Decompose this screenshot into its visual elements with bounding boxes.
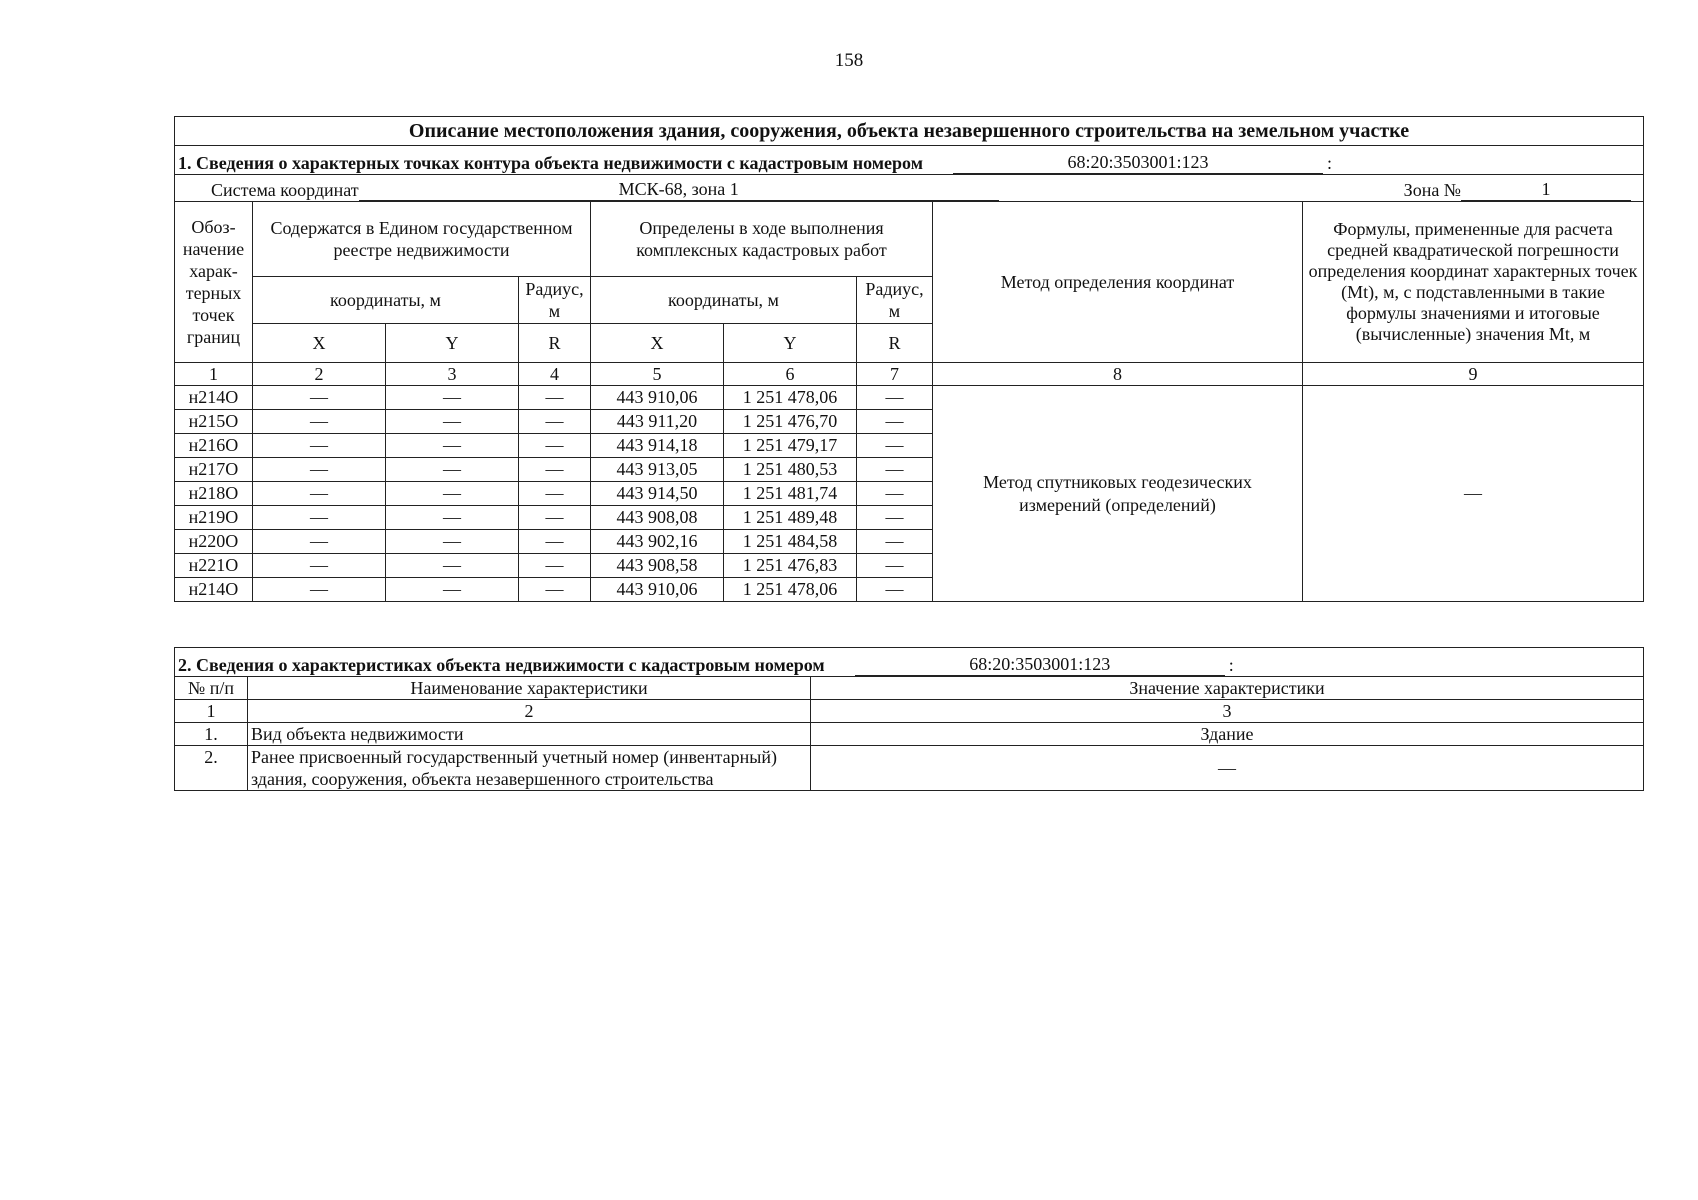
page-number: 158 bbox=[834, 50, 864, 71]
y-egrn: — bbox=[386, 386, 519, 410]
radius: — bbox=[857, 506, 933, 530]
section1-cadastral-number: 68:20:3503001:123 bbox=[953, 151, 1323, 174]
row-value: Здание bbox=[811, 723, 1644, 746]
header-formula: Формулы, примененные для расчета средней квадратической погрешности определения координат характерных точек (Mt), м, с подставленными в такие формулы значениями и итоговые (вычисленные) значения Mt, м bbox=[1303, 202, 1644, 363]
r-egrn: — bbox=[519, 554, 591, 578]
document-title: Описание местоположения здания, сооружения, объекта незавершенного строительства на земельном участке bbox=[175, 117, 1644, 146]
section1-label: 1. Сведения о характерных точках контура объекта недвижимости с кадастровым номером bbox=[178, 153, 923, 173]
y-coord: 1 251 489,48 bbox=[724, 506, 857, 530]
r-egrn: — bbox=[519, 530, 591, 554]
point-id: н220О bbox=[175, 530, 253, 554]
header-egrn-x: X bbox=[253, 324, 386, 363]
x-coord: 443 908,08 bbox=[591, 506, 724, 530]
header-kkr-r: R bbox=[857, 324, 933, 363]
y-coord: 1 251 481,74 bbox=[724, 482, 857, 506]
col-number-9: 9 bbox=[1303, 363, 1644, 386]
x-egrn: — bbox=[253, 386, 386, 410]
header-kkr: Определены в ходе выполнения комплексных кадастровых работ bbox=[591, 202, 933, 277]
col-number-4: 4 bbox=[519, 363, 591, 386]
x-egrn: — bbox=[253, 554, 386, 578]
header-num: № п/п bbox=[175, 677, 248, 700]
header-method: Метод определения координат bbox=[933, 202, 1303, 363]
col-number-1: 1 bbox=[175, 700, 248, 723]
radius: — bbox=[857, 578, 933, 602]
col-number-7: 7 bbox=[857, 363, 933, 386]
radius: — bbox=[857, 410, 933, 434]
x-coord: 443 902,16 bbox=[591, 530, 724, 554]
col-number-3: 3 bbox=[811, 700, 1644, 723]
y-coord: 1 251 478,06 bbox=[724, 578, 857, 602]
coord-system-value: МСК-68, зона 1 bbox=[359, 178, 999, 201]
table-row bbox=[175, 386, 1644, 410]
y-egrn: — bbox=[386, 554, 519, 578]
r-egrn: — bbox=[519, 506, 591, 530]
section1-header bbox=[175, 146, 1644, 175]
col-number-5: 5 bbox=[591, 363, 724, 386]
x-egrn: — bbox=[253, 530, 386, 554]
x-coord: 443 910,06 bbox=[591, 578, 724, 602]
col-number-2: 2 bbox=[248, 700, 811, 723]
y-egrn: — bbox=[386, 530, 519, 554]
x-coord: 443 914,18 bbox=[591, 434, 724, 458]
header-egrn-r: R bbox=[519, 324, 591, 363]
zone-value: 1 bbox=[1461, 178, 1631, 201]
coord-system-label: Система координат bbox=[211, 180, 359, 200]
x-egrn: — bbox=[253, 434, 386, 458]
point-id: н214О bbox=[175, 386, 253, 410]
header-egrn-coords: координаты, м bbox=[253, 277, 519, 324]
col-number-6: 6 bbox=[724, 363, 857, 386]
r-egrn: — bbox=[519, 482, 591, 506]
y-egrn: — bbox=[386, 578, 519, 602]
y-coord: 1 251 476,70 bbox=[724, 410, 857, 434]
header-kkr-coords: координаты, м bbox=[591, 277, 857, 324]
row-name: Ранее присвоенный государственный учетный номер (инвентарный) здания, сооружения, объекта незавершенного строительства bbox=[248, 746, 811, 791]
coord-system-row bbox=[175, 175, 1644, 202]
radius: — bbox=[857, 554, 933, 578]
r-egrn: — bbox=[519, 410, 591, 434]
point-id: н218О bbox=[175, 482, 253, 506]
point-id: н216О bbox=[175, 434, 253, 458]
row-name: Вид объекта недвижимости bbox=[248, 723, 811, 746]
r-egrn: — bbox=[519, 458, 591, 482]
y-coord: 1 251 479,17 bbox=[724, 434, 857, 458]
point-id: н214О bbox=[175, 578, 253, 602]
characteristics-table bbox=[174, 647, 1644, 791]
location-table bbox=[174, 116, 1644, 602]
section2-label: 2. Сведения о характеристиках объекта недвижимости с кадастровым номером bbox=[178, 655, 825, 675]
header-egrn-radius: Радиус, м bbox=[519, 277, 591, 324]
x-coord: 443 908,58 bbox=[591, 554, 724, 578]
x-egrn: — bbox=[253, 482, 386, 506]
method-value: Метод спутниковых геодезических измерений (определений) bbox=[933, 386, 1303, 602]
radius: — bbox=[857, 434, 933, 458]
row-value: — bbox=[811, 746, 1644, 791]
section2-colon: : bbox=[1228, 655, 1234, 675]
r-egrn: — bbox=[519, 578, 591, 602]
x-coord: 443 910,06 bbox=[591, 386, 724, 410]
header-point-designation: Обоз-начение харак-терных точек границ bbox=[175, 202, 253, 363]
point-id: н217О bbox=[175, 458, 253, 482]
header-egrn-y: Y bbox=[386, 324, 519, 363]
r-egrn: — bbox=[519, 386, 591, 410]
x-egrn: — bbox=[253, 458, 386, 482]
section2-header bbox=[175, 648, 1644, 677]
x-egrn: — bbox=[253, 506, 386, 530]
x-coord: 443 913,05 bbox=[591, 458, 724, 482]
row-num: 1. bbox=[175, 723, 248, 746]
section2-cadastral-number: 68:20:3503001:123 bbox=[855, 653, 1225, 676]
radius: — bbox=[857, 458, 933, 482]
header-value: Значение характеристики bbox=[811, 677, 1644, 700]
section1-colon: : bbox=[1326, 153, 1332, 173]
col-number-2: 2 bbox=[253, 363, 386, 386]
x-coord: 443 911,20 bbox=[591, 410, 724, 434]
x-egrn: — bbox=[253, 410, 386, 434]
point-id: н219О bbox=[175, 506, 253, 530]
y-egrn: — bbox=[386, 410, 519, 434]
row-num: 2. bbox=[175, 746, 248, 791]
header-kkr-x: X bbox=[591, 324, 724, 363]
y-coord: 1 251 478,06 bbox=[724, 386, 857, 410]
header-name: Наименование характеристики bbox=[248, 677, 811, 700]
col-number-8: 8 bbox=[933, 363, 1303, 386]
header-kkr-y: Y bbox=[724, 324, 857, 363]
formula-value: — bbox=[1303, 386, 1644, 602]
x-coord: 443 914,50 bbox=[591, 482, 724, 506]
header-kkr-radius: Радиус, м bbox=[857, 277, 933, 324]
y-egrn: — bbox=[386, 506, 519, 530]
y-coord: 1 251 476,83 bbox=[724, 554, 857, 578]
x-egrn: — bbox=[253, 578, 386, 602]
table-row bbox=[175, 746, 1644, 791]
table-row bbox=[175, 723, 1644, 746]
zone-label: Зона № bbox=[1403, 180, 1461, 200]
point-id: н221О bbox=[175, 554, 253, 578]
y-egrn: — bbox=[386, 482, 519, 506]
radius: — bbox=[857, 482, 933, 506]
col-number-3: 3 bbox=[386, 363, 519, 386]
y-egrn: — bbox=[386, 434, 519, 458]
y-egrn: — bbox=[386, 458, 519, 482]
y-coord: 1 251 480,53 bbox=[724, 458, 857, 482]
point-id: н215О bbox=[175, 410, 253, 434]
header-egrn: Содержатся в Едином государственном реестре недвижимости bbox=[253, 202, 591, 277]
col-number-1: 1 bbox=[175, 363, 253, 386]
r-egrn: — bbox=[519, 434, 591, 458]
y-coord: 1 251 484,58 bbox=[724, 530, 857, 554]
radius: — bbox=[857, 386, 933, 410]
radius: — bbox=[857, 530, 933, 554]
